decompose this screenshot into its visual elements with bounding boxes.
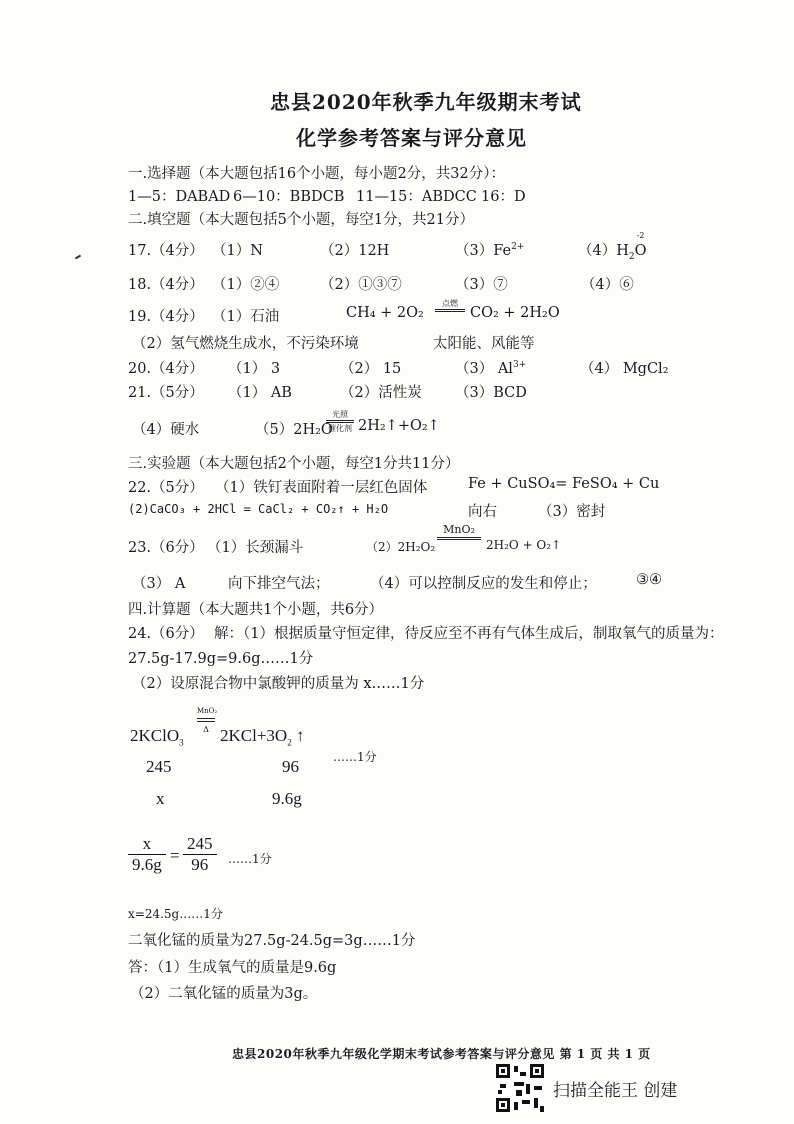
q19-answer-2: （2）氢气燃烧生成水，不污染环境 [132, 336, 359, 352]
q23-answer-3b: 向下排空气法； [228, 576, 330, 592]
q22-answer-1-equation: Fe + CuSO₄= FeSO₄ + Cu [468, 476, 660, 492]
section4-heading: 四.计算题（本大题共1个小题，共6分） [128, 602, 384, 618]
q22-number: 22.（5分） [128, 480, 204, 496]
q23-answer-1: （1）长颈漏斗 [207, 540, 304, 556]
q24-equation-score: ……1分 [333, 750, 377, 764]
mc-answers-11-15: 11—15：ABDCC [356, 189, 477, 205]
q24-molar-mass-kclo3: 245 [146, 757, 172, 776]
q24-fraction-right: 245 96 [183, 834, 217, 875]
q17-answer-2: （2）12H [320, 243, 390, 259]
q18-answer-1: （1）②④ [212, 277, 280, 293]
mc-answers-16: 16：D [481, 189, 526, 205]
q22-answer-2b: 向右 [468, 504, 497, 520]
q24-molar-mass-o2: 96 [282, 757, 299, 776]
mc-answers-6-10: 6—10：BBDCB [233, 189, 345, 205]
q22-answer-3: （3）密封 [538, 504, 606, 520]
q19-equation-right: CO₂ + 2H₂O [470, 305, 560, 321]
q21-reaction-condition: 光照 催化剂 [328, 410, 352, 433]
section2-heading: 二.填空题（本大题包括5个小题，每空1分，共21分） [128, 212, 475, 228]
q17-answer-3: $(3)Fe^{2+}$ [455, 242, 525, 259]
q20-number: 20.（4分） [128, 361, 204, 377]
q21-answer-2: （2）活性炭 [340, 385, 422, 401]
q18-answer-4: （4）⑥ [581, 277, 634, 293]
q23-answer-4: （4）可以控制反应的发生和停止； [370, 576, 597, 592]
q24-answer-1: 答：（1）生成氧气的质量是9.6g [128, 960, 337, 976]
q23-answer-5: ③④ [636, 572, 662, 588]
q24-unknown-x: x [156, 789, 165, 808]
q19-equation-left: CH₄ + 2O₂ [346, 305, 424, 321]
q24-reaction-condition: MnO₂ Δ [197, 707, 218, 734]
q23-answer-2-left: （2）2H₂O₂ [366, 540, 436, 554]
q23-answer-2-right: 2H₂O + O₂↑ [486, 538, 562, 552]
q20-answer-4: （4） MgCl₂ [580, 361, 669, 377]
q24-line-1: 解：（1）根据质量守恒定律，待反应至不再有气体生成后，制取氧气的质量为： [214, 626, 724, 642]
qr-code-icon [496, 1064, 544, 1112]
q24-number: 24.（6分） [128, 626, 204, 642]
q19-answer-1: （1）石油 [212, 309, 280, 325]
q19-reaction-condition: 点燃 [435, 299, 465, 313]
scanner-watermark: 扫描全能王 创建 [553, 1081, 678, 1101]
q22-answer-1: （1）铁钉表面附着一层红色固体 [215, 480, 428, 496]
q21-number: 21.（5分） [128, 385, 204, 401]
q20-answer-1: （1） 3 [228, 361, 281, 377]
valence-label: -2 [636, 231, 645, 240]
q21-answer-5-right: 2H₂↑+O₂↑ [358, 418, 440, 434]
page-title: 忠县2020年秋季九年级期末考试 [270, 90, 582, 114]
q24-result-mno2: 二氧化锰的质量为27.5g-24.5g=3g……1分 [128, 933, 416, 949]
q17-answer-4: $(4)H_2$ -2 O [578, 231, 647, 262]
q17-answer-1: （1）N [212, 243, 263, 259]
q17-number: 17.（4分） [128, 243, 204, 259]
q24-line-2: 27.5g-17.9g=9.6g……1分 [128, 651, 314, 667]
stray-mark [75, 255, 81, 260]
q24-result-x: x=24.5g……1分 [128, 907, 223, 921]
q21-answer-4: （4）硬水 [132, 422, 200, 438]
q22-answer-2: (2)CaCO₃ + 2HCl = CaCl₂ + CO₂↑ + H₂O [128, 502, 389, 516]
q23-reaction-condition: MnO₂ [437, 524, 481, 541]
q23-answer-3: （3） A [132, 576, 186, 592]
q19-number: 19.（4分） [128, 309, 204, 325]
q20-answer-3: （3） $Al^{3+}$ [455, 360, 527, 377]
q18-number: 18.（4分） [128, 277, 204, 293]
q20-answer-2: （2） 15 [340, 361, 402, 377]
q24-fraction-score: ……1分 [228, 852, 272, 866]
q21-answer-3: （3）BCD [455, 385, 527, 401]
q24-answer-2: （2）二氧化锰的质量为3g。 [130, 986, 318, 1002]
q19-answer-3: 太阳能、风能等 [433, 336, 535, 352]
q24-equals-sign: = [170, 846, 180, 865]
section3-heading: 三.实验题（本大题包括2个小题，每空1分共11分） [128, 456, 460, 472]
q18-answer-3: （3）⑦ [455, 277, 508, 293]
page-subtitle: 化学参考答案与评分意见 [296, 126, 527, 150]
q23-number: 23.（6分） [128, 540, 204, 556]
q18-answer-2: （2）①③⑦ [320, 277, 402, 293]
q24-equation-left: 2KClO$_3$ [130, 726, 184, 748]
q24-fraction-left: x 9.6g [128, 834, 166, 875]
mc-answers-1-5: 1—5：DABAD [128, 189, 231, 205]
q21-answer-5-left: （5）2H₂O [255, 422, 333, 438]
q21-answer-1: （1） AB [228, 385, 292, 401]
q24-line-3: （2）设原混合物中氯酸钾的质量为 x……1分 [132, 676, 425, 692]
page-footer: 忠县2020年秋季九年级化学期末考试参考答案与评分意见 第 1 页 共 1 页 [232, 1047, 651, 1061]
section1-heading: 一.选择题（本大题包括16个小题，每小题2分，共32分）： [128, 166, 505, 182]
q24-equation-right: $2KCl+3O_2$ ↑ [220, 726, 305, 748]
q24-oxygen-mass: 9.6g [272, 789, 302, 808]
